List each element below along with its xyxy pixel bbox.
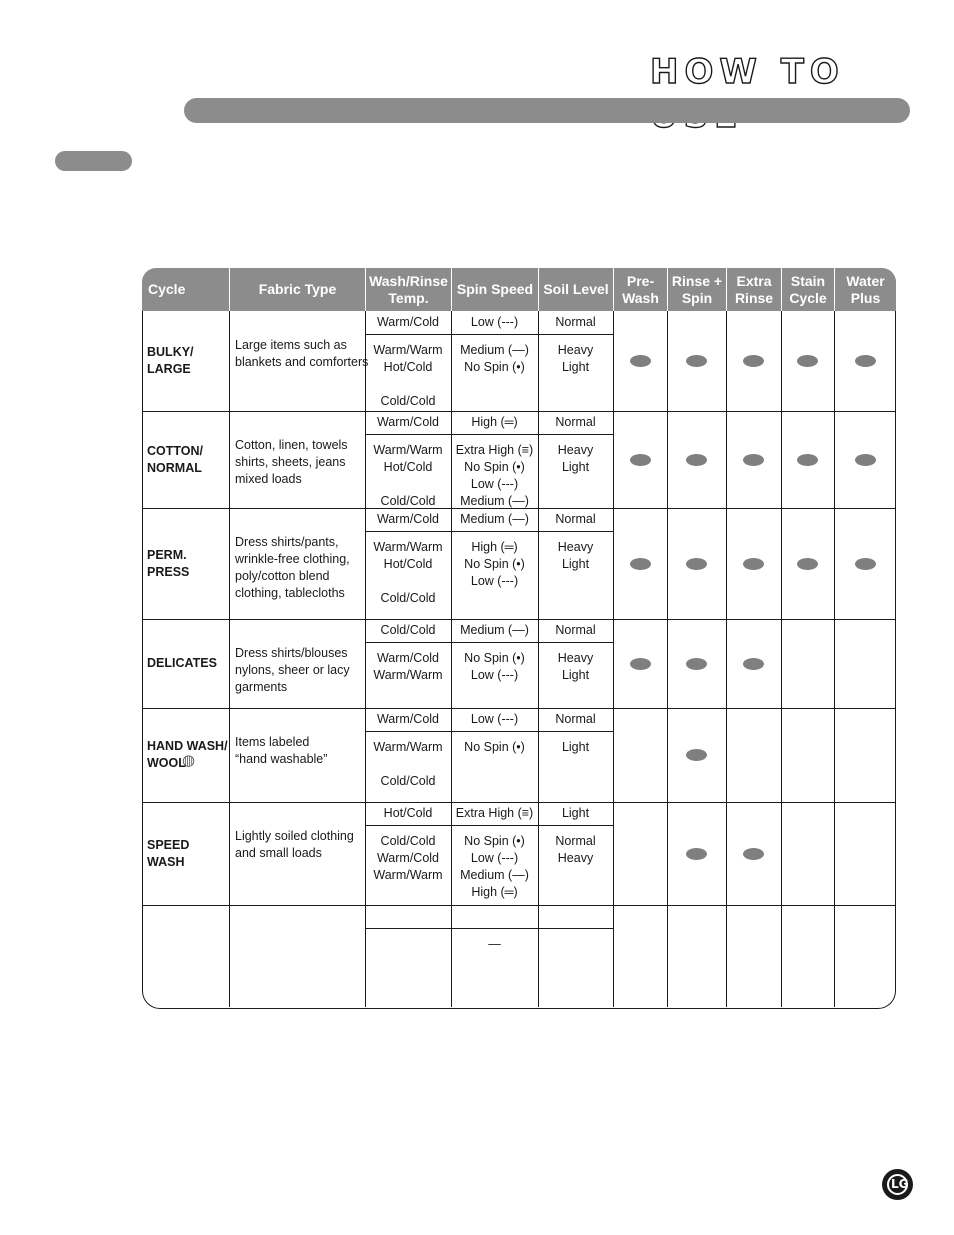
fabric-type: wrinkle-free clothing, xyxy=(235,552,350,566)
column-header-text xyxy=(846,273,884,307)
column-header-line: Wash xyxy=(622,289,659,306)
prewash-available-dot xyxy=(630,558,651,570)
temp-option: Warm/Warm xyxy=(373,740,443,754)
fabric-type: garments xyxy=(235,680,288,694)
soil-option: Light xyxy=(561,740,590,754)
spin-default: Medium (—) xyxy=(460,512,529,526)
column-header-text xyxy=(622,273,659,307)
row-divider xyxy=(142,411,896,412)
column-header-line: Plus xyxy=(850,289,881,306)
column-header-line: Soil Level xyxy=(543,281,609,297)
fabric-type: Dress shirts/blouses xyxy=(235,646,348,660)
spin-option: Low (---) xyxy=(470,477,519,491)
stain-cycle-available-dot xyxy=(797,454,818,466)
fabric-type: Dress shirts/pants, xyxy=(235,535,339,549)
column-header-prewash xyxy=(613,268,667,311)
header-bar xyxy=(184,98,910,123)
column-header-line: Spin Speed xyxy=(456,281,534,297)
water-plus-available-dot xyxy=(855,355,876,367)
soil-default: Light xyxy=(561,806,590,820)
column-header-text xyxy=(369,273,448,307)
fabric-type: nylons, sheer or lacy xyxy=(235,663,350,677)
temp-option: Warm/Warm xyxy=(373,443,443,457)
spin-default: High (═) xyxy=(471,415,518,429)
spin-option: — xyxy=(488,937,501,951)
water-plus-available-dot xyxy=(855,454,876,466)
stain-cycle-available-dot xyxy=(797,355,818,367)
column-divider xyxy=(726,311,727,1007)
cycle-name: PRESS xyxy=(147,564,190,579)
table-header xyxy=(142,268,896,311)
column-header-text xyxy=(543,281,608,298)
column-divider xyxy=(667,311,668,1007)
spin-option: High (═) xyxy=(471,540,518,554)
row-divider xyxy=(142,619,896,620)
column-header-spin xyxy=(451,268,538,311)
spin-option: Low (---) xyxy=(470,851,519,865)
soil-default: Normal xyxy=(555,315,596,329)
soil-option: Light xyxy=(561,557,590,571)
temp-option: Warm/Warm xyxy=(373,868,443,882)
soil-default: Normal xyxy=(555,623,596,637)
row-divider xyxy=(142,708,896,709)
spin-option: No Spin (•) xyxy=(464,834,525,848)
column-header-line: Rinse + xyxy=(671,272,723,289)
column-header-line: Wash/Rinse xyxy=(369,272,448,289)
rinse-spin-available-dot xyxy=(686,454,707,466)
rinse-spin-available-dot xyxy=(686,848,707,860)
spin-default: Extra High (≡) xyxy=(455,806,534,820)
fabric-type: blankets and comforters xyxy=(235,355,369,369)
column-header-fabric xyxy=(229,268,365,311)
column-header-text xyxy=(457,281,533,298)
spin-option: No Spin (•) xyxy=(464,740,525,754)
column-header-text xyxy=(672,273,722,307)
column-divider xyxy=(834,311,835,1007)
default-setting-divider xyxy=(365,531,613,532)
spin-default: Medium (—) xyxy=(460,623,529,637)
cycle-name: WOOL xyxy=(147,756,186,770)
default-setting-divider xyxy=(365,928,613,929)
row-divider xyxy=(142,905,896,906)
column-header-text xyxy=(735,273,773,307)
spin-option: Medium (—) xyxy=(460,343,529,357)
rinse-spin-available-dot xyxy=(686,658,707,670)
soil-option: Heavy xyxy=(557,443,594,457)
fabric-type: Items labeled xyxy=(235,735,310,749)
column-header-temp xyxy=(365,268,451,311)
temp-option: Warm/Cold xyxy=(376,651,440,665)
temp-option: Cold/Cold xyxy=(380,591,436,605)
temp-option: Hot/Cold xyxy=(383,360,433,374)
temp-default: Warm/Cold xyxy=(376,415,440,429)
fabric-type: mixed loads xyxy=(235,472,302,486)
cycle-name: LARGE xyxy=(147,362,191,376)
cycle-name: SPEED xyxy=(147,837,190,852)
spin-option: Medium (—) xyxy=(460,868,529,882)
lg-logo-icon: LG xyxy=(882,1169,913,1200)
spin-default: Low (---) xyxy=(470,315,519,329)
column-header-line: Pre- xyxy=(626,272,655,289)
soil-option: Heavy xyxy=(557,851,594,865)
extra-rinse-available-dot xyxy=(743,355,764,367)
temp-option: Cold/Cold xyxy=(380,834,436,848)
soil-option: Light xyxy=(561,668,590,682)
column-header-line: Stain xyxy=(790,272,826,289)
spin-option: Extra High (≡) xyxy=(455,443,534,457)
soil-option: Light xyxy=(561,460,590,474)
column-header-stain xyxy=(781,268,834,311)
fabric-type: Lightly soiled clothing xyxy=(235,829,354,843)
column-header-line: Rinse xyxy=(734,289,774,306)
column-divider xyxy=(229,311,230,1007)
column-header-text xyxy=(259,281,337,298)
temp-option: Warm/Warm xyxy=(373,668,443,682)
extra-rinse-available-dot xyxy=(743,658,764,670)
fabric-type: “hand washable” xyxy=(235,752,328,766)
column-header-extrarinse xyxy=(726,268,781,311)
column-header-soil xyxy=(538,268,613,311)
extra-rinse-available-dot xyxy=(743,848,764,860)
wool-yarn-icon: ◍ xyxy=(182,752,196,769)
fabric-type: and small loads xyxy=(235,846,322,860)
default-setting-divider xyxy=(365,434,613,435)
rinse-spin-available-dot xyxy=(686,749,707,761)
temp-default: Warm/Cold xyxy=(376,512,440,526)
rinse-spin-available-dot xyxy=(686,558,707,570)
spin-option: High (═) xyxy=(471,885,518,899)
water-plus-available-dot xyxy=(855,558,876,570)
temp-option: Warm/Warm xyxy=(373,343,443,357)
temp-option: Hot/Cold xyxy=(383,557,433,571)
temp-default: Cold/Cold xyxy=(380,623,436,637)
column-header-text xyxy=(789,273,826,307)
temp-option: Cold/Cold xyxy=(380,394,436,408)
soil-option: Normal xyxy=(555,834,596,848)
soil-option: Heavy xyxy=(557,540,594,554)
default-setting-divider xyxy=(365,334,613,335)
temp-option: Cold/Cold xyxy=(380,494,436,508)
cycle-name: HAND WASH/ xyxy=(147,739,228,753)
default-setting-divider xyxy=(365,825,613,826)
cycle-name: WASH xyxy=(147,854,185,869)
section-tab xyxy=(55,151,132,171)
cycle-name: DELICATES xyxy=(147,656,217,670)
page-title: HOW TO xyxy=(650,52,845,92)
temp-default: Hot/Cold xyxy=(383,806,433,820)
spin-option: Low (---) xyxy=(470,668,519,682)
column-header-line: Temp. xyxy=(388,289,429,306)
soil-default: Normal xyxy=(555,415,596,429)
cycle-name: PERM. xyxy=(147,547,187,562)
prewash-available-dot xyxy=(630,454,651,466)
spin-option: Medium (—) xyxy=(460,494,529,508)
stain-cycle-available-dot xyxy=(797,558,818,570)
temp-option: Hot/Cold xyxy=(383,460,433,474)
column-header-line: Spin xyxy=(681,289,713,306)
column-header-line: Cycle xyxy=(148,281,186,297)
column-header-waterplus xyxy=(834,268,896,311)
column-header-line: Fabric Type xyxy=(258,281,337,297)
cycle-name: NORMAL xyxy=(147,460,202,475)
spin-option: No Spin (•) xyxy=(464,557,525,571)
spin-option: No Spin (•) xyxy=(464,360,525,374)
column-header-line: Cycle xyxy=(789,289,827,306)
soil-option: Heavy xyxy=(557,343,594,357)
temp-option: Warm/Cold xyxy=(376,851,440,865)
column-header-rinsespin xyxy=(667,268,726,311)
spin-option: No Spin (•) xyxy=(464,460,525,474)
default-setting-divider xyxy=(365,731,613,732)
fabric-type: Large items such as xyxy=(235,338,347,352)
column-header-line: Extra xyxy=(736,272,772,289)
temp-option: Warm/Warm xyxy=(373,540,443,554)
column-divider xyxy=(613,311,614,1007)
soil-option: Heavy xyxy=(557,651,594,665)
fabric-type: shirts, sheets, jeans xyxy=(235,455,346,469)
cycle-name: COTTON/ xyxy=(147,443,204,458)
fabric-type: clothing, tablecloths xyxy=(235,586,345,600)
fabric-type: poly/cotton blend xyxy=(235,569,330,583)
temp-default: Warm/Cold xyxy=(376,712,440,726)
temp-default: Warm/Cold xyxy=(376,315,440,329)
column-header-text xyxy=(148,281,185,298)
temp-option: Cold/Cold xyxy=(380,774,436,788)
rinse-spin-available-dot xyxy=(686,355,707,367)
prewash-available-dot xyxy=(630,658,651,670)
extra-rinse-available-dot xyxy=(743,454,764,466)
spin-option: Low (---) xyxy=(470,574,519,588)
spin-option: No Spin (•) xyxy=(464,651,525,665)
fabric-type: Cotton, linen, towels xyxy=(235,438,348,452)
prewash-available-dot xyxy=(630,355,651,367)
spin-default: Low (---) xyxy=(470,712,519,726)
column-divider xyxy=(781,311,782,1007)
extra-rinse-available-dot xyxy=(743,558,764,570)
row-divider xyxy=(142,802,896,803)
default-setting-divider xyxy=(365,642,613,643)
cycle-name: BULKY/ xyxy=(147,345,194,359)
soil-default: Normal xyxy=(555,712,596,726)
wash-cycle-chart xyxy=(142,268,896,1009)
column-header-cycle xyxy=(142,268,229,311)
soil-option: Light xyxy=(561,360,590,374)
soil-default: Normal xyxy=(555,512,596,526)
column-header-line: Water xyxy=(846,272,885,289)
